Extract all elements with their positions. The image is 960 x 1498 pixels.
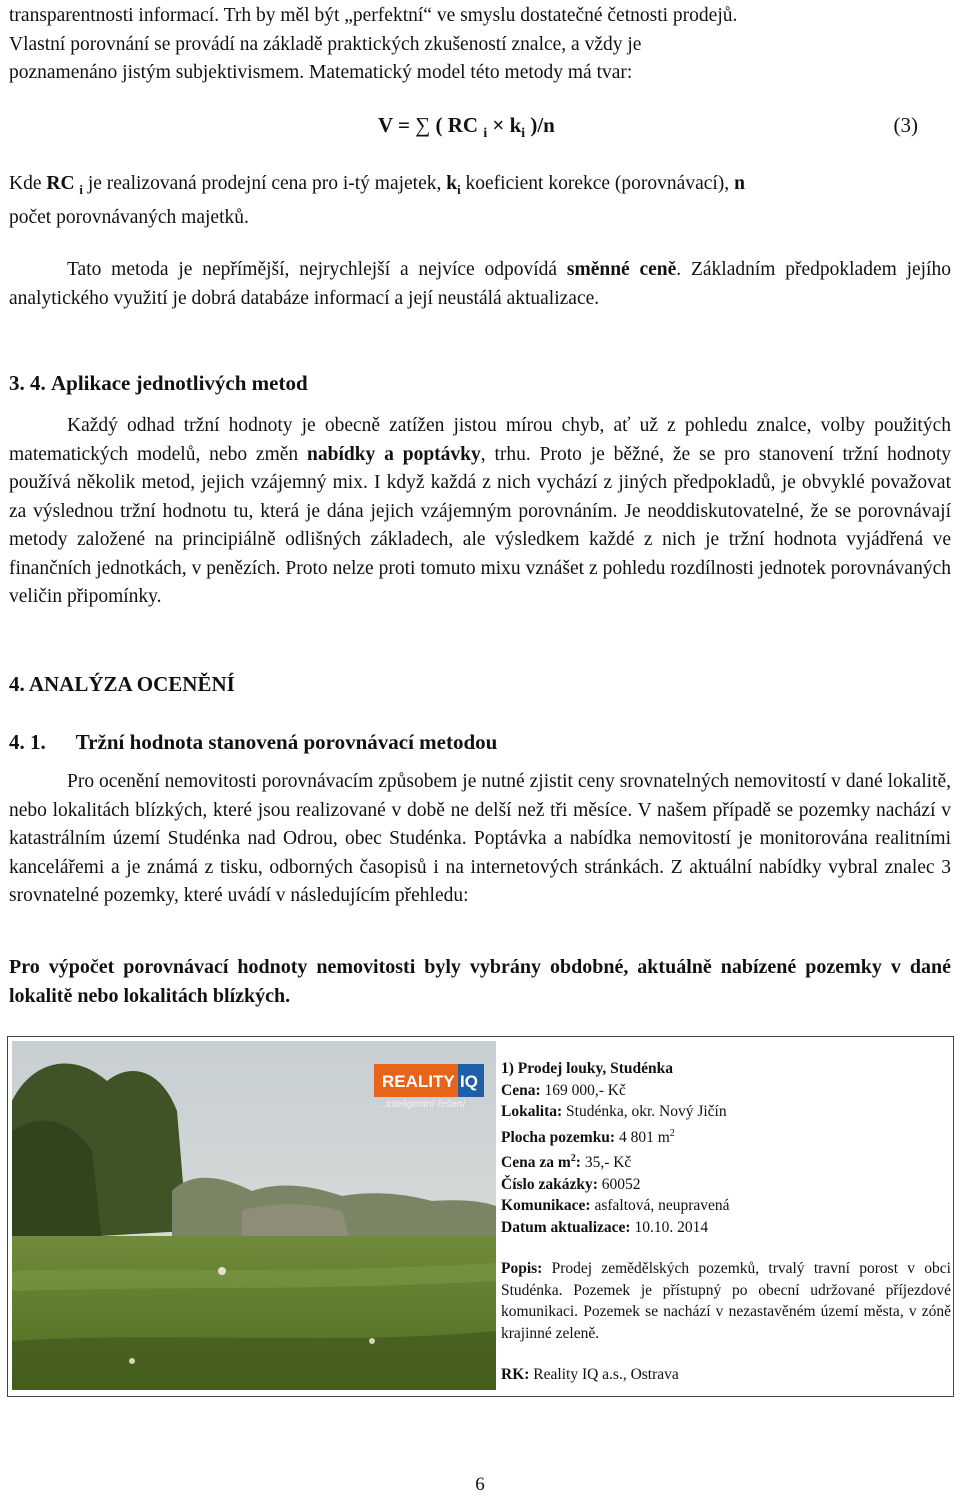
intro-line-3: poznamenáno jistým subjektivismem. Matematický model této metody má tvar: [9,62,633,83]
listing-location: Lokalita: Studénka, okr. Nový Jičín [501,1103,727,1120]
section-4-heading: 4. ANALÝZA OCENĚNÍ [9,672,235,696]
listing-price-per-m2: Cena za $m^2$: 35,- Kč [501,1153,632,1172]
listing-road: Komunikace: asfaltová, neupravená [501,1197,730,1215]
formula: V = ∑ ( RC $_i \times k_i$ )/n [378,113,555,141]
formula-number: (3) [893,113,918,137]
svg-text:IQ: IQ [460,1072,478,1091]
intro-line-1: transparentnosti informací. Trh by měl být „perfektní“ ve smyslu dostatečné četnosti prodejů. [9,5,738,26]
svg-text:...inteligentní řešení: ...inteligentní řešení [378,1099,466,1110]
page-number: 6 [475,1474,485,1495]
tato-paragraph: Tato metoda je nepřímější, nejrychlejší a nejvíce odpovídá směnné ceně. Základním předpokladem jejího analytického využití je dobrá databáze informací a její neustálá aktualizace. [9,259,951,309]
listing-description: Popis: Prodej zemědělských pozemků, trvalý travní porost v obci Studénka. Pozemek je přístupný po obecní udržované příjezdové komunikaci. Pozemek se nachází v nezastavěném území města, v zóně krajinné zeleně. [501,1260,951,1342]
svg-text:REALITY: REALITY [382,1072,455,1091]
intro-line-2: Vlastní porovnání se provádí na základě praktických zkušeností znalce, a vždy je [9,33,642,55]
pro-paragraph: Pro ocenění nemovitosti porovnávacím způsobem je nutné zjistit ceny srovnatelných nemovitostí v dané lokalitě, nebo lokalitách blízkých, které jsou realizované v době ne delší než tři měsíce. V našem případě se pozemky nachází v katastrálním území Studénka nad Odrou, obec Studénka. Poptávka a nabídka nemovitostí je monitorována realitními kancelářemi a je známá z tisku, odborných časopisů i na internetových stránkách. Z aktuální nabídky vybral znalec 3 srovnatelné pozemky, které uvádí v následujícím přehledu: [9,771,951,906]
kde-paragraph: Kde RC $_i$ je realizovaná prodejní cena pro i-tý majetek, $k_i$ koeficient korekce (porovnávací), n počet porovnávaných majetků. [9,173,745,229]
listing-title: 1) Prodej louky, Studénka [501,1060,673,1077]
listing-price: Cena: 169 000,- Kč [501,1081,626,1099]
listing-photo [12,1041,496,1390]
section-3-4-heading [9,371,308,396]
section-number: 3. 4. [9,371,46,395]
meadow-photo [12,1041,496,1390]
listing-order-number: Číslo zakázky: 60052 [501,1175,641,1193]
kazdy-paragraph: Každý odhad tržní hodnoty je obecně zatížen jistou mírou chyb, ať už z pohledu znalce, volby použitých matematických modelů, nebo změn nabídky a poptávky, trhu. Proto je běžné, že se pro stanovení tržní hodnoty používá několik metod, jejich vzájemný mix. I když každá z nich vychází z jiných předpokladů, je obvyklé považovat za výslednou tržní hodnotu tu, která je dána jejich vzájemným porovnáním. Je neoddiskutovatelné, že se porovnávají metody založené na principiálně odlišných základech, ale výsledkem každé z nich je tržní hodnota vyjádřená ve finančních jednotkách, v penězích. Proto nelze proti tomuto mixu vznášet z pohledu rozdílnosti jednotek porovnávaných veličin připomínky. [9,415,952,607]
section-title: Aplikace jednotlivých metod [51,371,308,395]
listing-area: Plocha pozemku: 4 801 $m^2$ [501,1127,675,1146]
listing-info [501,1058,951,1386]
section-4-1-heading: 4. 1. Tržní hodnota stanovená porovnávací metodou [9,730,498,754]
bold-paragraph: Pro výpočet porovnávací hodnoty nemovitosti byly vybrány obdobné, aktuálně nabízené pozemky v dané lokalitě nebo lokalitách blízkých. [9,956,951,1007]
listing-updated: Datum aktualizace: 10.10. 2014 [501,1218,709,1236]
intro-paragraph [9,2,951,88]
listing-agency: RK: Reality IQ a.s., Ostrava [501,1366,679,1384]
